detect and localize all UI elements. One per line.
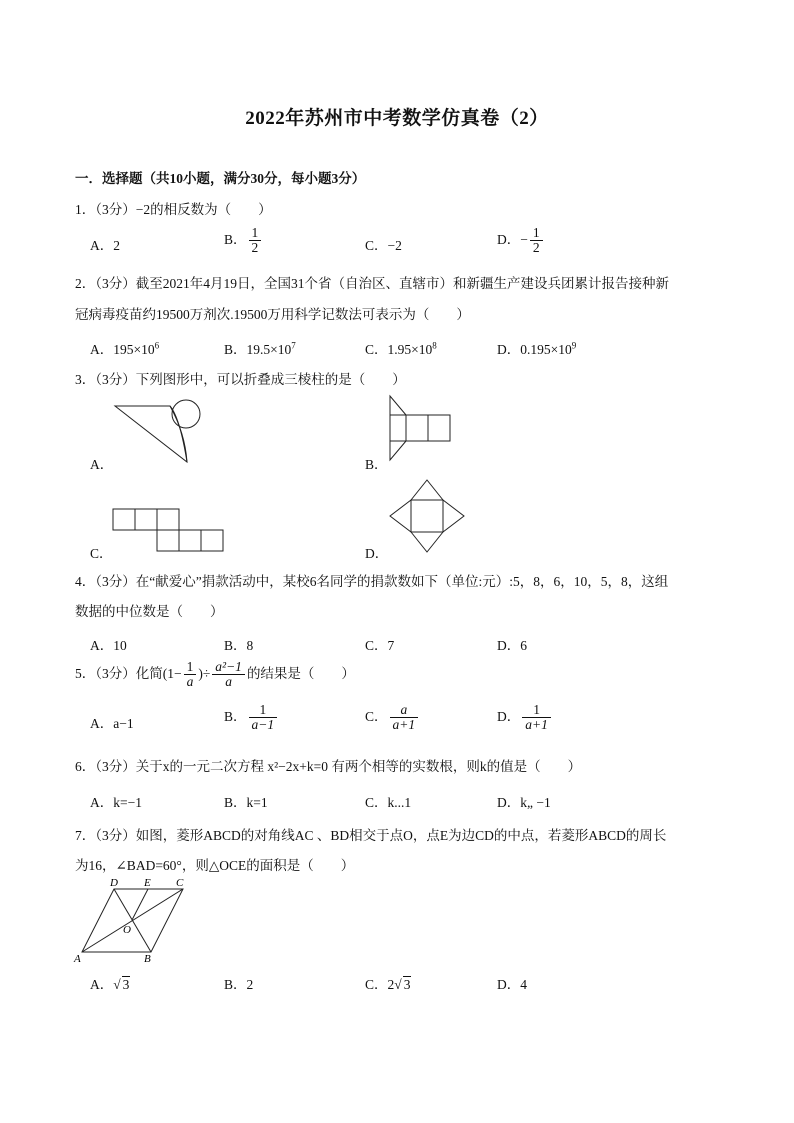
fraction-denominator: a — [225, 674, 232, 690]
q3-figure-d — [388, 478, 468, 554]
q3-option-c: C． — [90, 546, 113, 561]
q4-option-c: C．7 — [365, 638, 395, 653]
q2-option-b-text: B．19.5×10 — [224, 342, 292, 357]
q7-stem-line2: 为16，∠BAD=60°，则△OCE的面积是（ ） — [75, 858, 355, 873]
q2-stem-line2: 冠病毒疫苗约19500万剂次.19500万用科学记数法可表示为（ ） — [75, 307, 470, 322]
q7-rhombus-figure — [70, 876, 195, 966]
q5-option-a: A．a−1 — [90, 716, 134, 731]
q2-option-c-exponent: 8 — [432, 340, 437, 351]
q3-option-a: A． — [90, 457, 114, 472]
label-a: A — [74, 953, 81, 965]
q4-stem-line1: 4．（3分）在“献爱心”捐款活动中，某校6名同学的捐款数如下（单位:元）:5，8，6，10，5，8，这组 — [75, 574, 669, 589]
q5-stem-mid: )÷ — [198, 665, 211, 681]
q1-option-d-fraction — [530, 226, 543, 255]
q3-stem: 3．（3分）下列图形中，可以折叠成三棱柱的是（ ） — [75, 372, 406, 387]
fraction-numerator: 1 — [522, 703, 551, 718]
label-b: B — [144, 953, 151, 965]
q1-option-d — [497, 226, 545, 255]
q2-option-a — [90, 338, 159, 358]
fraction-denominator: a — [186, 674, 194, 690]
q6-option-c: C．k...1 — [365, 795, 412, 810]
q2-option-d-text: D．0.195×10 — [497, 342, 572, 357]
q1-option-a: A．2 — [90, 238, 120, 253]
q4-option-b: B．8 — [224, 638, 254, 653]
fraction-numerator: 1 — [249, 226, 262, 241]
q7-option-a-radicand: 3 — [122, 977, 130, 992]
q5-option-d — [497, 703, 553, 732]
q1-option-b — [224, 226, 263, 255]
q2-option-d-exponent: 9 — [571, 340, 577, 351]
q6-option-d: D．k„ −1 — [497, 795, 551, 810]
fraction-denominator: a−1 — [251, 717, 275, 733]
q5-option-c-fraction — [390, 703, 419, 732]
q2-option-c — [365, 338, 437, 358]
q2-stem-line1: 2．（3分）截至2021年4月19日，全国31个省（自治区、直辖市）和新疆生产建设兵团累计报告接种新 — [75, 276, 669, 291]
q3-figure-a — [110, 398, 210, 468]
q5-option-b — [224, 703, 279, 732]
q1-option-d-label: D．− — [497, 231, 528, 247]
fraction-numerator: a²−1 — [212, 660, 245, 675]
q2-option-a-text: A．195×10 — [90, 342, 155, 357]
q1-stem: 1．（3分）−2的相反数为（ ） — [75, 202, 272, 217]
section-heading: 一．选择题（共10小题，满分30分，每小题3分） — [75, 171, 366, 186]
q5-fraction-1 — [184, 660, 197, 689]
fraction-numerator: 1 — [184, 660, 197, 675]
q7-option-c: C．2√ 3 — [365, 977, 411, 992]
q2-option-c-text: C．1.95×10 — [365, 342, 433, 357]
q5-option-d-label: D． — [497, 708, 521, 724]
q5-option-d-fraction — [522, 703, 551, 732]
q7-option-d: D．4 — [497, 977, 527, 992]
q5-stem — [75, 660, 355, 689]
q4-stem-line2: 数据的中位数是（ ） — [75, 604, 224, 619]
q7-option-a-label: A． — [90, 977, 114, 992]
q7-option-b: B．2 — [224, 977, 254, 992]
q2-option-a-exponent: 6 — [154, 340, 160, 351]
q3-figure-c — [112, 508, 227, 554]
q7-option-a: A．√ 3 — [90, 977, 130, 992]
q3-option-b: B． — [365, 457, 388, 472]
label-c: C — [176, 877, 184, 889]
q7-stem-line1: 7．（3分）如图，菱形ABCD的对角线AC 、BD相交于点O，点E为边CD的中点，若菱形ABCD的周长 — [75, 828, 667, 843]
q7-option-c-label: C．2 — [365, 977, 395, 992]
q5-option-c-label: C． — [365, 708, 388, 724]
q6-option-b: B．k=1 — [224, 795, 268, 810]
q5-option-b-label: B． — [224, 708, 247, 724]
q6-option-a: A．k=−1 — [90, 795, 142, 810]
q1-option-b-label: B． — [224, 231, 247, 247]
fraction-numerator: 1 — [530, 226, 543, 241]
label-e: E — [144, 877, 151, 889]
q4-option-a: A．10 — [90, 638, 127, 653]
q2-option-b — [224, 338, 296, 358]
q1-option-c: C．−2 — [365, 238, 402, 253]
q6-stem: 6．（3分）关于x的一元二次方程 x²−2x+k=0 有两个相等的实数根，则k的值是（ ） — [75, 759, 582, 774]
q2-option-b-exponent: 7 — [291, 340, 296, 351]
label-o: O — [123, 924, 131, 936]
q7-option-c-radicand: 3 — [403, 977, 411, 992]
q5-option-c — [365, 703, 420, 732]
fraction-denominator: a+1 — [525, 717, 548, 733]
q5-stem-post: 的结果是（ ） — [246, 665, 355, 681]
fraction-numerator: 1 — [249, 703, 278, 718]
page-title: 2022年苏州市中考数学仿真卷（2） — [245, 108, 549, 129]
q1-option-b-fraction — [249, 226, 262, 255]
q4-option-d: D．6 — [497, 638, 527, 653]
q5-option-b-fraction — [249, 703, 278, 732]
fraction-denominator: 2 — [532, 240, 540, 256]
q5-stem-pre: 5．（3分）化简(1− — [75, 665, 182, 681]
q5-fraction-2 — [212, 660, 245, 689]
q2-option-d — [497, 338, 576, 358]
fraction-numerator: a — [390, 703, 419, 718]
label-d: D — [110, 877, 118, 889]
fraction-denominator: a+1 — [392, 717, 416, 733]
q3-option-d: D． — [365, 546, 389, 561]
fraction-denominator: 2 — [251, 240, 259, 256]
q3-figure-b — [386, 396, 461, 461]
